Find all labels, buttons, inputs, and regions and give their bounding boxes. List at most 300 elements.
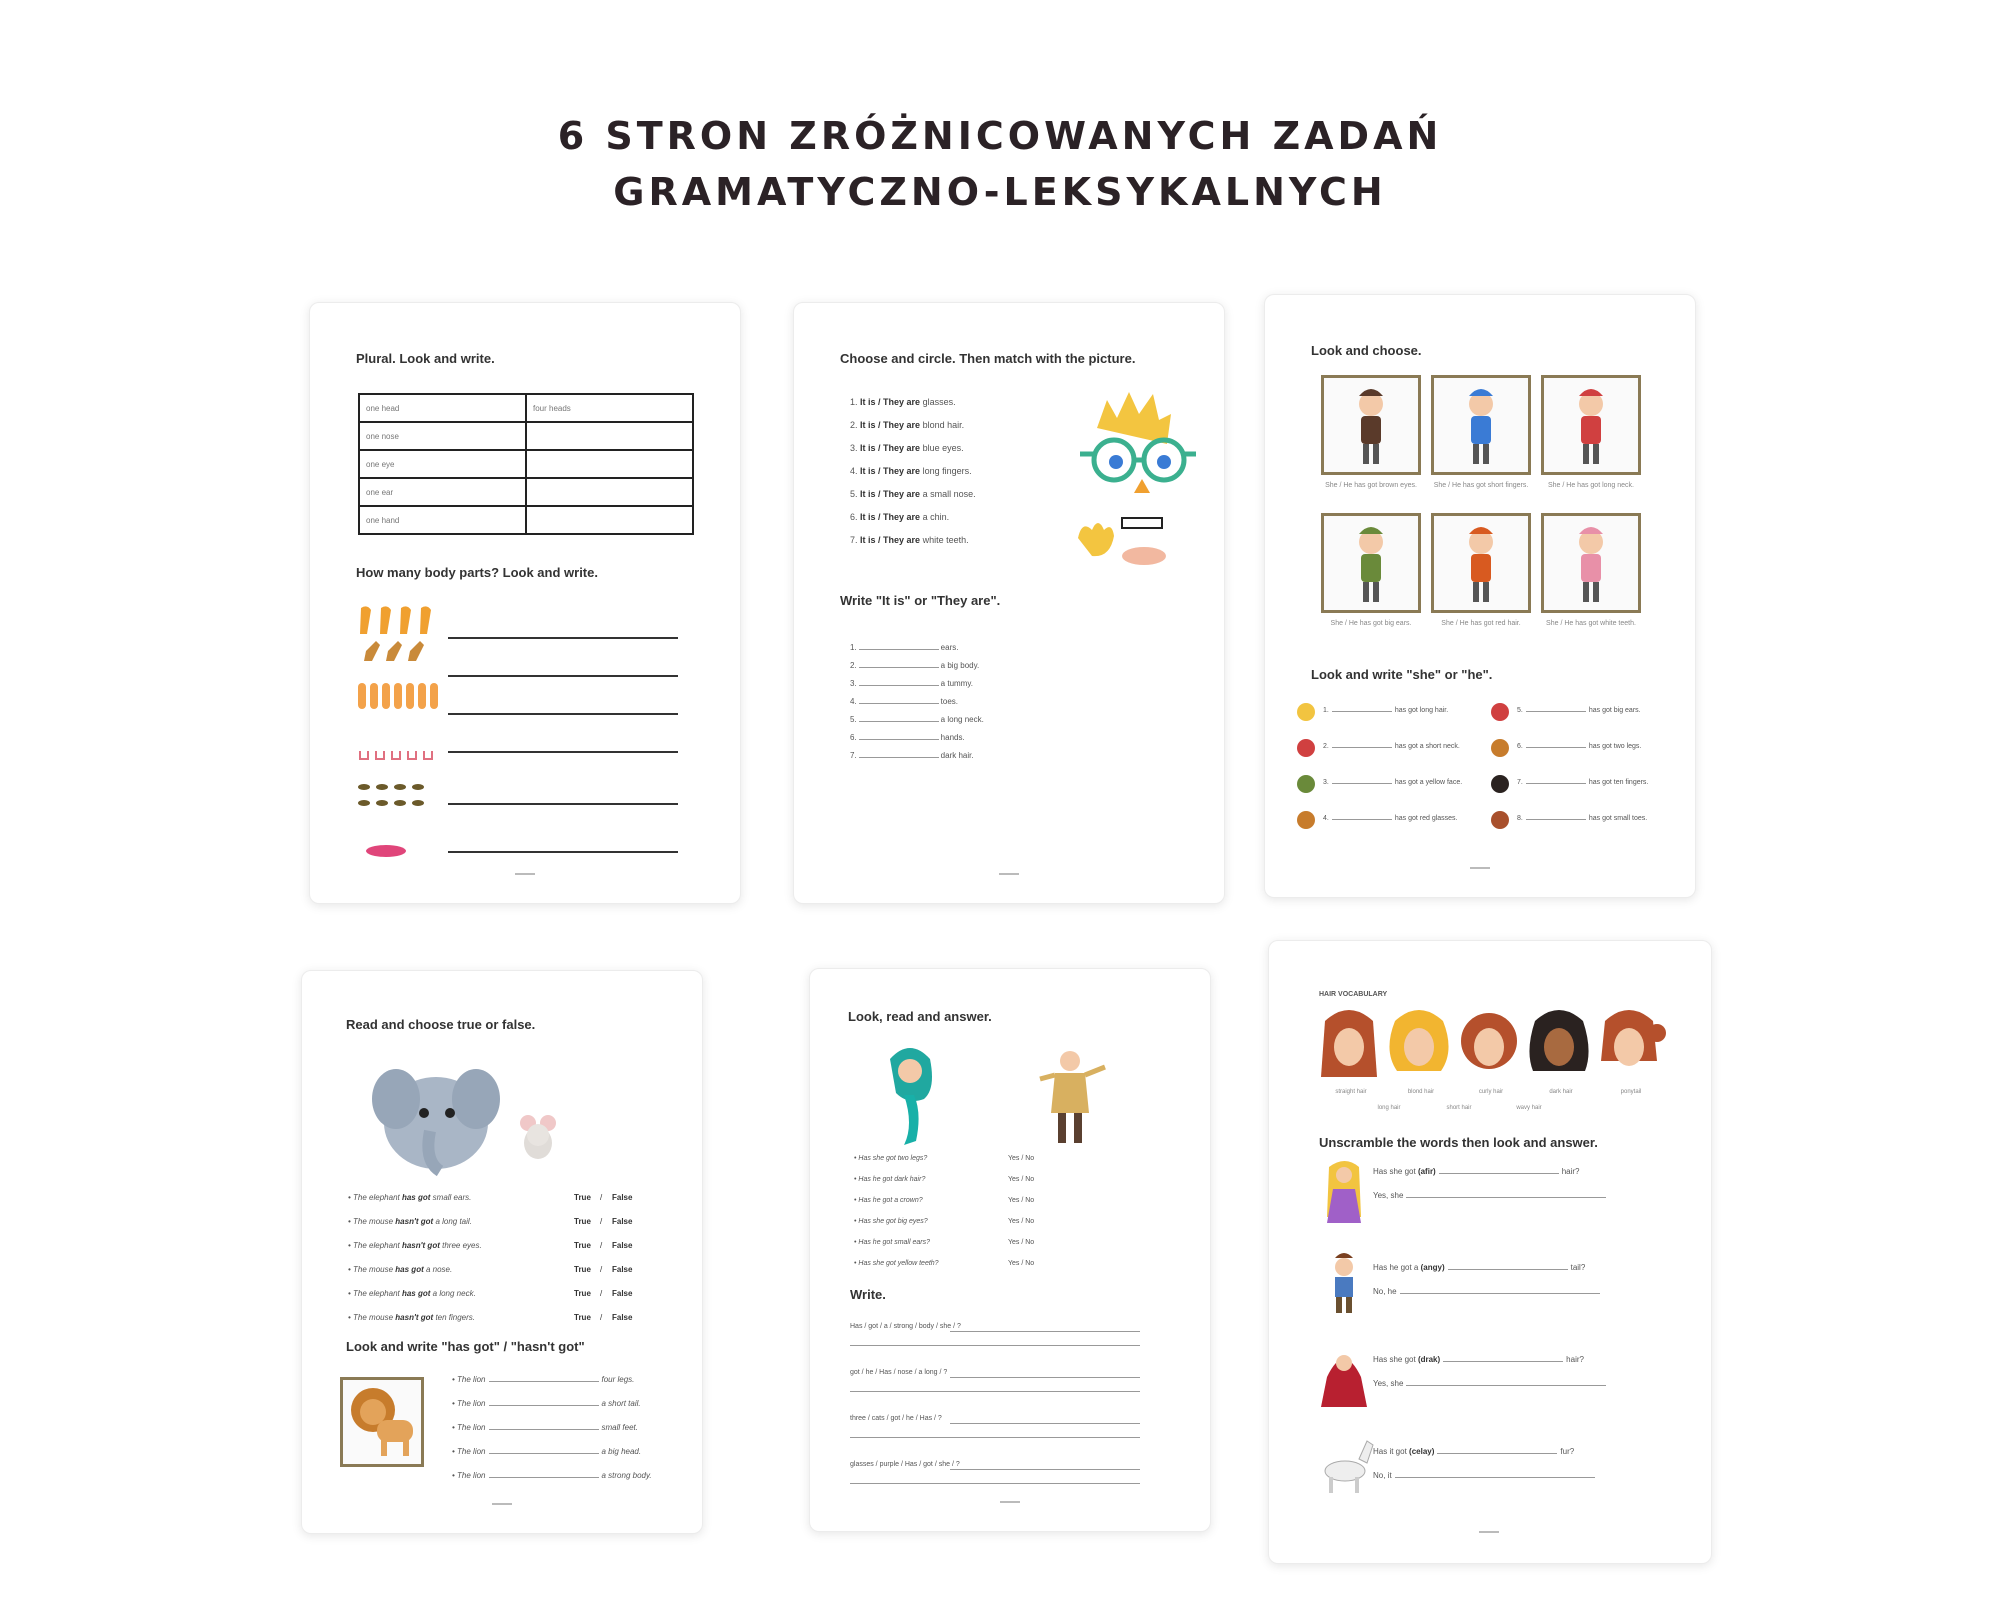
blank-line[interactable] [1443, 1361, 1563, 1362]
false-option[interactable]: False [612, 1313, 633, 1322]
heading-has-got: Look and write "has got" / "hasn't got" [346, 1339, 585, 1354]
choice-option[interactable]: It is / They are [860, 489, 921, 499]
choice-option[interactable]: It is / They are [860, 512, 921, 522]
question-end: hair? [1561, 1167, 1580, 1176]
heading-write-it-is: Write "It is" or "They are". [840, 593, 1001, 608]
blond-hair-icon [1097, 392, 1171, 444]
scrambled-word: (afir) [1417, 1167, 1436, 1176]
slash-separator: / [600, 1289, 603, 1298]
statement-object: small ears. [432, 1193, 472, 1202]
statement-item: • The elephant has got a long neck. [348, 1289, 476, 1298]
item-text: blue eyes. [922, 443, 964, 453]
character-icon [1324, 516, 1418, 610]
body-parts-illustrations [356, 603, 446, 904]
answer-line[interactable] [448, 637, 678, 639]
blank-line[interactable] [1332, 747, 1392, 748]
yes-no-choice[interactable]: Yes / No [1008, 1155, 1035, 1162]
she-he-item [1517, 707, 1641, 714]
plural-row [359, 478, 693, 506]
choose-item [850, 443, 964, 453]
item-text: hands. [940, 733, 965, 742]
answer-start: Yes, she [1373, 1191, 1404, 1200]
item-number: 1. [850, 643, 857, 652]
blank-line[interactable] [489, 1405, 599, 1406]
true-option[interactable]: True [574, 1217, 591, 1226]
question-text: Has she got big eyes? [858, 1218, 928, 1225]
choice-option[interactable]: It is / They are [860, 443, 921, 453]
write-item [850, 733, 965, 742]
answer-line[interactable] [950, 1331, 1140, 1332]
statement-verb: hasn't got [395, 1217, 434, 1226]
hair-label: dark hair [1549, 1089, 1573, 1095]
blank-line[interactable] [859, 739, 939, 740]
hair-label: blond hair [1407, 1089, 1435, 1095]
she-he-item [1517, 815, 1647, 822]
lion-subject: The lion [457, 1423, 486, 1432]
answer-row [1373, 1287, 1600, 1296]
heading-she-he: Look and write "she" or "he". [1311, 667, 1493, 682]
slash-separator: / [600, 1193, 603, 1202]
caption-choice[interactable]: She / He has got big ears. [1330, 620, 1412, 627]
item-number: 6. [1517, 743, 1523, 750]
child-face-icon [1297, 739, 1315, 757]
statement-object: a nose. [425, 1265, 453, 1274]
false-option[interactable]: False [612, 1241, 633, 1250]
child-face-icon [1297, 811, 1315, 829]
blank-line[interactable] [1332, 819, 1392, 820]
answer-line[interactable] [448, 713, 678, 715]
worksheet-page-3 [1264, 294, 1696, 898]
statement-verb: hasn't got [401, 1241, 440, 1250]
answer-row [1373, 1471, 1595, 1480]
hair-label: straight hair [1335, 1089, 1367, 1095]
page-number-mark [515, 873, 535, 875]
yes-no-choice[interactable]: Yes / No [1008, 1197, 1035, 1204]
plural-cell[interactable] [526, 450, 693, 478]
answer-line[interactable] [850, 1437, 1140, 1438]
statement-subject: The elephant [353, 1193, 400, 1202]
face-parts-illustration [1072, 388, 1202, 578]
yes-no-choice[interactable]: Yes / No [1008, 1176, 1035, 1183]
blond-hair-icon [1389, 1010, 1448, 1071]
curly-hair-icon [1461, 1013, 1517, 1069]
item-number: 2. [1323, 743, 1329, 750]
she-he-item [1323, 779, 1462, 786]
item-number: 6. [850, 512, 858, 522]
character-icon [1434, 516, 1528, 610]
plural-cell[interactable] [526, 422, 693, 450]
nose-icon [1134, 479, 1150, 493]
blank-line[interactable] [1332, 711, 1392, 712]
item-text: long fingers. [922, 466, 972, 476]
she-he-item [1323, 743, 1460, 750]
worksheet-page-1 [309, 302, 741, 904]
character-frame[interactable] [1321, 513, 1421, 613]
statement-subject: The mouse [353, 1217, 394, 1226]
she-he-item [1517, 743, 1641, 750]
dark-hair-icon [1529, 1010, 1588, 1071]
true-option[interactable]: True [574, 1265, 591, 1274]
hand-icon [1078, 523, 1114, 556]
singular-cell: one hand [359, 506, 526, 534]
choose-item [850, 397, 956, 407]
worksheet-page-6 [1268, 940, 1712, 1564]
item-number: 2. [850, 420, 858, 430]
heading-write: Write. [850, 1287, 886, 1302]
child-face-icon [1491, 775, 1509, 793]
child-face-icon [1491, 739, 1509, 757]
blank-line[interactable] [859, 685, 939, 686]
blank-line[interactable] [859, 667, 939, 668]
child-face-icon [1491, 811, 1509, 829]
scrambled-sentence: Has / got / a / strong / body / she / ? [850, 1323, 961, 1330]
answer-line[interactable] [950, 1377, 1140, 1378]
item-number: 6. [850, 733, 857, 742]
singular-cell: one eye [359, 450, 526, 478]
slash-separator: / [600, 1241, 603, 1250]
statement-item: • The mouse hasn't got a long tail. [348, 1217, 472, 1226]
question-text: Has he got small ears? [858, 1239, 930, 1246]
character-icon [1544, 516, 1638, 610]
blank-line[interactable] [1526, 783, 1586, 784]
statement-item: • The elephant hasn't got three eyes. [348, 1241, 482, 1250]
answer-line[interactable] [950, 1469, 1140, 1470]
choice-option[interactable]: It is / They are [860, 420, 921, 430]
choose-item [850, 466, 972, 476]
page-number-mark [1000, 1501, 1020, 1503]
false-option[interactable]: False [612, 1289, 633, 1298]
slash-separator: / [600, 1217, 603, 1226]
lion-object: a strong body. [601, 1471, 652, 1480]
blank-line[interactable] [1395, 1477, 1595, 1478]
statement-object: three eyes. [442, 1241, 482, 1250]
item-text: has got a short neck. [1394, 743, 1460, 750]
hair-styles-illustration [1319, 1007, 1679, 1087]
character-frame[interactable] [1431, 513, 1531, 613]
heading-body-parts: How many body parts? Look and write. [356, 565, 598, 580]
lion-object: a short tail. [601, 1399, 641, 1408]
unscramble-question [1373, 1355, 1584, 1364]
hair-vocab-label: HAIR VOCABULARY [1319, 991, 1388, 998]
blank-line[interactable] [1406, 1197, 1606, 1198]
question-item: • Has he got dark hair? [854, 1176, 926, 1183]
blank-line[interactable] [859, 649, 939, 650]
item-number: 5. [850, 489, 858, 499]
child-face-icon [1297, 775, 1315, 793]
statement-verb: hasn't got [395, 1313, 434, 1322]
scrambled-sentence: glasses / purple / Has / got / she / ? [850, 1461, 960, 1468]
worksheet-page-2 [793, 302, 1225, 904]
page-title [0, 108, 2000, 220]
item-number: 8. [1517, 815, 1523, 822]
item-text: has got red glasses. [1394, 815, 1458, 822]
plural-row [359, 422, 693, 450]
scrambled-sentence: three / cats / got / he / Has / ? [850, 1415, 942, 1422]
singular-cell: one nose [359, 422, 526, 450]
plural-row [359, 450, 693, 478]
statement-item: • The elephant has got small ears. [348, 1193, 472, 1202]
title-line-2: GRAMATYCZNO-LEKSYKALNYCH [613, 170, 1387, 214]
character-frame[interactable] [1431, 375, 1531, 475]
blue-eye-icon [1157, 455, 1171, 469]
lion-object: a big head. [601, 1447, 642, 1456]
hair-label: curly hair [1478, 1089, 1504, 1095]
heading-choose-circle: Choose and circle. Then match with the picture. [840, 351, 1136, 366]
blank-line[interactable] [1526, 711, 1586, 712]
true-option[interactable]: True [574, 1289, 591, 1298]
blank-line[interactable] [489, 1477, 599, 1478]
item-text: a tummy. [940, 679, 973, 688]
hair-label: ponytail [1620, 1089, 1642, 1095]
scrambled-word: (celay) [1409, 1447, 1435, 1456]
scrambled-word: (drak) [1417, 1355, 1441, 1364]
item-text: a big body. [940, 661, 980, 670]
true-option[interactable]: True [574, 1241, 591, 1250]
question-start: Has he got a [1373, 1263, 1419, 1272]
yes-no-choice[interactable]: Yes / No [1008, 1218, 1035, 1225]
item-text: white teeth. [922, 535, 969, 545]
glasses-icon [1080, 440, 1196, 480]
character-frame[interactable] [1541, 375, 1641, 475]
she-he-item [1323, 815, 1458, 822]
question-start: Has it got [1373, 1447, 1407, 1456]
write-item [850, 715, 984, 724]
mermaid-icon [890, 1048, 932, 1145]
she-he-item [1517, 779, 1648, 786]
item-number: 5. [850, 715, 857, 724]
statement-object: a long neck. [432, 1289, 476, 1298]
write-item [850, 697, 958, 706]
title-line-1: 6 STRON ZRÓŻNICOWANYCH ZADAŃ [557, 114, 1443, 158]
worksheet-page-4 [301, 970, 703, 1534]
write-item [850, 643, 958, 652]
child-face-icon [1491, 703, 1509, 721]
caption-choice[interactable]: She / He has got long neck. [1548, 482, 1634, 489]
item-text: a small nose. [922, 489, 976, 499]
statement-object: a long tail. [435, 1217, 472, 1226]
choice-option[interactable]: It is / They are [860, 397, 921, 407]
page-number-mark [1470, 867, 1490, 869]
question-start: Has she got [1373, 1355, 1416, 1364]
lion-item: • The lion a short tail. [452, 1399, 641, 1408]
statement-subject: The elephant [353, 1289, 400, 1298]
lion-subject: The lion [457, 1471, 486, 1480]
blank-line[interactable] [859, 721, 939, 722]
choose-item [850, 512, 949, 522]
ponytail-icon [1601, 1010, 1666, 1066]
scrambled-word: (angy) [1420, 1263, 1445, 1272]
write-item [850, 679, 973, 688]
lion-frame [340, 1377, 424, 1467]
blank-line[interactable] [1526, 747, 1586, 748]
statement-subject: The elephant [353, 1241, 400, 1250]
question-item: • Has she got big eyes? [854, 1218, 928, 1225]
page-number-mark [999, 873, 1019, 875]
blank-line[interactable] [1439, 1173, 1559, 1174]
child-face-icon [1297, 703, 1315, 721]
statement-verb: has got [395, 1265, 424, 1274]
write-item [850, 661, 979, 670]
blank-line[interactable] [1437, 1453, 1557, 1454]
plural-table [358, 393, 694, 535]
character-frame[interactable] [1541, 513, 1641, 613]
character-frame[interactable] [1321, 375, 1421, 475]
answer-line[interactable] [448, 803, 678, 805]
mermaid-man-illustration [870, 1039, 1130, 1159]
item-text: has got a yellow face. [1394, 779, 1463, 786]
item-text: has got small toes. [1588, 815, 1648, 822]
true-option[interactable]: True [574, 1193, 591, 1202]
toes-icon [360, 751, 432, 759]
lion-item: • The lion a big head. [452, 1447, 642, 1456]
elephant-icon [372, 1069, 500, 1171]
worksheet-page-5 [809, 968, 1211, 1532]
false-option[interactable]: False [612, 1217, 633, 1226]
scrambled-sentence: got / he / Has / nose / a long / ? [850, 1369, 948, 1376]
rapunzel-icon [1327, 1161, 1361, 1223]
blank-line[interactable] [489, 1381, 599, 1382]
question-end: fur? [1560, 1447, 1575, 1456]
answer-line[interactable] [448, 851, 678, 853]
item-text: blond hair. [922, 420, 965, 430]
answer-line[interactable] [850, 1391, 1140, 1392]
question-text: Has he got dark hair? [858, 1176, 926, 1183]
statement-object: ten fingers. [435, 1313, 476, 1322]
choice-option[interactable]: It is / They are [860, 535, 921, 545]
item-number: 2. [850, 661, 857, 670]
lion-object: small feet. [601, 1423, 638, 1432]
character-icon [1324, 378, 1418, 472]
heading-look-choose: Look and choose. [1311, 343, 1422, 358]
elephant-mouse-illustration [368, 1051, 568, 1181]
item-text: has got long hair. [1394, 707, 1449, 714]
page-number-mark [492, 1503, 512, 1505]
answer-row [1373, 1379, 1606, 1388]
plural-row [359, 506, 693, 534]
item-text: has got big ears. [1588, 707, 1641, 714]
item-number: 5. [1517, 707, 1523, 714]
blank-line[interactable] [859, 703, 939, 704]
mouse-icon [520, 1115, 556, 1159]
plural-cell[interactable] [526, 478, 693, 506]
statement-verb: has got [401, 1193, 431, 1202]
blank-line[interactable] [1400, 1293, 1600, 1294]
question-item: • Has she got two legs? [854, 1155, 928, 1162]
boy-icon [1335, 1253, 1353, 1313]
false-option[interactable]: False [612, 1265, 633, 1274]
man-icon [1040, 1051, 1105, 1143]
question-text: Has she got yellow teeth? [858, 1260, 939, 1267]
singular-cell: one head [359, 394, 526, 422]
singular-cell: one ear [359, 478, 526, 506]
choose-item [850, 535, 969, 545]
red-riding-hood-icon [1321, 1355, 1367, 1407]
blue-eye-icon [1109, 455, 1123, 469]
caption-choice[interactable]: She / He has got brown eyes. [1325, 482, 1417, 489]
slash-separator: / [600, 1313, 603, 1322]
false-option[interactable]: False [612, 1193, 633, 1202]
lion-item: • The lion small feet. [452, 1423, 638, 1432]
blank-line[interactable] [1406, 1385, 1606, 1386]
statement-subject: The mouse [353, 1265, 394, 1274]
fingers-icon [358, 683, 438, 709]
question-item: • Has she got yellow teeth? [854, 1260, 939, 1267]
unscramble-illustrations [1315, 1159, 1375, 1519]
plural-cell[interactable]: four heads [526, 394, 693, 422]
question-item: • Has he got small ears? [854, 1239, 930, 1246]
caption-choice[interactable]: She / He has got short fingers. [1433, 482, 1529, 489]
item-number: 4. [850, 466, 858, 476]
lion-object: four legs. [601, 1375, 635, 1384]
horse-icon [1325, 1441, 1373, 1493]
question-text: Has she got two legs? [858, 1155, 928, 1162]
yes-no-choice[interactable]: Yes / No [1008, 1239, 1035, 1246]
eyes-icon [358, 784, 424, 806]
plural-row [359, 394, 693, 422]
lion-subject: The lion [457, 1447, 486, 1456]
item-text: a chin. [922, 512, 950, 522]
statement-item: • The mouse has got a nose. [348, 1265, 453, 1274]
blank-line[interactable] [1332, 783, 1392, 784]
item-number: 7. [850, 535, 858, 545]
item-text: has got ten fingers. [1588, 779, 1649, 786]
heading-unscramble: Unscramble the words then look and answer. [1319, 1135, 1598, 1150]
answer-line[interactable] [850, 1345, 1140, 1346]
answer-line[interactable] [850, 1483, 1140, 1484]
answer-start: Yes, she [1373, 1379, 1404, 1388]
question-end: hair? [1566, 1355, 1584, 1364]
item-number: 4. [1323, 815, 1329, 822]
item-number: 3. [850, 679, 857, 688]
character-icon [1434, 378, 1528, 472]
caption-choice[interactable]: She / He has got white teeth. [1546, 620, 1636, 627]
blank-line[interactable] [489, 1429, 599, 1430]
answer-line[interactable] [950, 1423, 1140, 1424]
true-option[interactable]: True [574, 1313, 591, 1322]
statement-verb: has got [401, 1289, 431, 1298]
blank-line[interactable] [859, 757, 939, 758]
statement-subject: The mouse [353, 1313, 394, 1322]
blank-line[interactable] [1448, 1269, 1568, 1270]
item-text: dark hair. [940, 751, 974, 760]
lips-icon [366, 845, 406, 857]
caption-choice[interactable]: She / He has got red hair. [1441, 620, 1521, 627]
item-text: has got two legs. [1588, 743, 1642, 750]
blank-line[interactable] [489, 1453, 599, 1454]
write-item [850, 751, 974, 760]
question-text: Has he got a crown? [858, 1197, 923, 1204]
answer-line[interactable] [448, 751, 678, 753]
page-number-mark [1479, 1531, 1499, 1533]
choose-item [850, 420, 964, 430]
answer-line[interactable] [448, 675, 678, 677]
answer-start: No, he [1373, 1287, 1397, 1296]
she-he-item [1323, 707, 1448, 714]
lion-icon [343, 1380, 421, 1464]
hair-label: long hair [1377, 1105, 1401, 1111]
item-number: 1. [850, 397, 858, 407]
character-icon [1544, 378, 1638, 472]
item-number: 3. [850, 443, 858, 453]
blank-line[interactable] [1526, 819, 1586, 820]
choice-option[interactable]: It is / They are [860, 466, 921, 476]
item-text: glasses. [922, 397, 956, 407]
item-text: a long neck. [940, 715, 984, 724]
question-start: Has she got [1373, 1167, 1416, 1176]
chin-icon [1122, 547, 1166, 565]
yes-no-choice[interactable]: Yes / No [1008, 1260, 1035, 1267]
plural-cell[interactable] [526, 506, 693, 534]
